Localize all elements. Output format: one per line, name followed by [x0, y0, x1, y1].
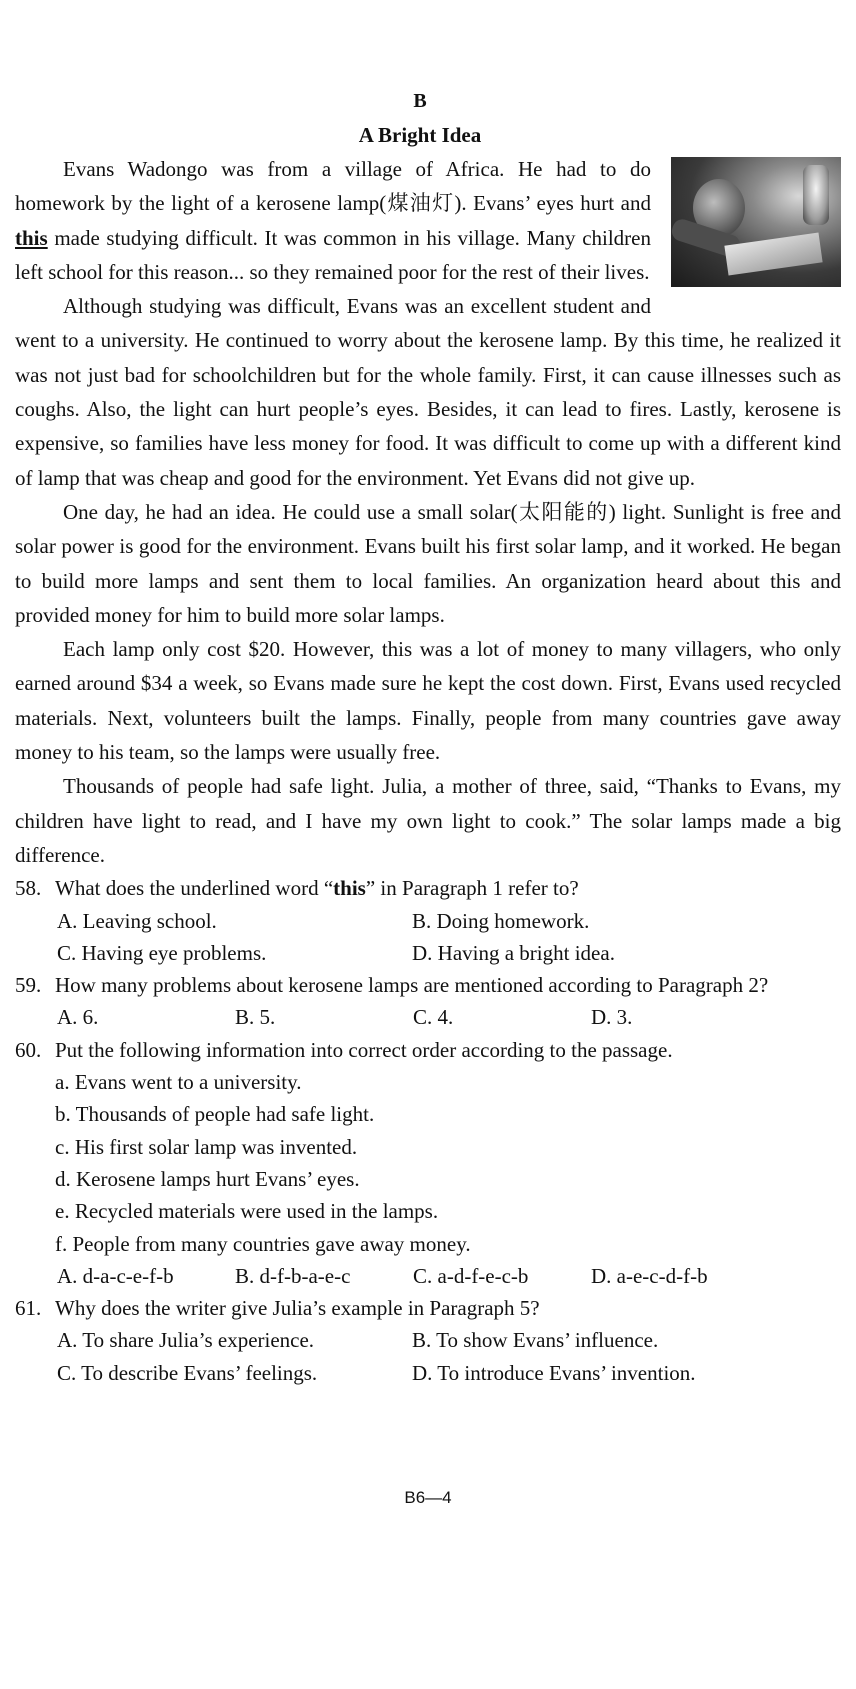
option-b[interactable]: B. d-f-b-a-e-c — [235, 1263, 351, 1288]
question-60-text: Put the following information into correct order according to the passage. — [55, 1037, 673, 1062]
question-number: 58. — [15, 876, 42, 901]
question-60-options — [15, 1260, 841, 1292]
list-item: b. Thousands of people had safe light. — [55, 1102, 375, 1127]
question-number: 61. — [15, 1296, 42, 1321]
option-c[interactable]: C. To describe Evans’ feelings. — [57, 1360, 318, 1385]
question-60-stem — [15, 1034, 841, 1066]
question-58-text-b: ” in Paragraph 1 refer to? — [365, 876, 579, 901]
photo-lamp-shape — [803, 165, 829, 225]
question-59-options — [15, 1001, 841, 1033]
option-b[interactable]: B. To show Evans’ influence. — [412, 1328, 659, 1353]
question-59-stem — [15, 969, 841, 1001]
option-c[interactable]: C. 4. — [413, 1005, 454, 1030]
option-a[interactable]: A. 6. — [57, 1005, 99, 1030]
paragraph-1-part-b: made studying difficult. It was common in his village. Many children left school for this reason... so they remained poor for the rest of their lives. — [15, 225, 651, 284]
section-letter: B — [413, 90, 427, 112]
question-59 — [15, 969, 841, 1034]
option-d[interactable]: D. 3. — [591, 1005, 633, 1030]
paragraph-5: Thousands of people had safe light. Julia, a mother of three, said, “Thanks to Evans, my children have light to read, and I have my own light to cook.” The solar lamps made a big difference. — [15, 774, 841, 867]
option-a[interactable]: A. To share Julia’s experience. — [57, 1328, 315, 1353]
boy-studying-by-lamp-photo — [671, 157, 841, 287]
question-60 — [15, 1034, 841, 1292]
question-58-bold-word: this — [333, 876, 366, 901]
page-number-footer: B6—4 — [404, 1488, 452, 1507]
exam-page — [15, 84, 841, 1389]
question-61-text: Why does the writer give Julia’s example in Paragraph 5? — [55, 1296, 540, 1321]
question-58 — [15, 872, 841, 969]
question-58-text — [55, 872, 841, 904]
question-58-options-row-1 — [15, 905, 841, 937]
question-58-options-row-2 — [15, 937, 841, 969]
paragraph-4: Each lamp only cost $20. However, this was a lot of money to many villagers, who only earned around $34 a week, so Evans made sure he kept the cost down. First, Evans used recycled materials. Next, volunteers built the lamps. Finally, people from many countries gave away money to his team, so the lamps were usually free. — [15, 637, 841, 765]
paragraph-2: Although studying was difficult, Evans was an excellent student and went to a university. He continued to worry about the kerosene lamp. By this time, he realized it was not just bad for schoolchildren but for the whole family. First, it can cause illnesses such as coughs. Also, the light can hurt people’s eyes. Besides, it can lead to fires. Lastly, kerosene is expensive, so families have less money for food. It was difficult to come up with a different kind of lamp that was cheap and good for the environment. Yet Evans did not give up. — [15, 294, 841, 490]
paragraph-3: One day, he had an idea. He could use a small solar(太阳能的) light. Sunlight is free and solar power is good for the environment. Evans built his first solar lamp, and it worked. He began to build more lamps and sent them to local families. An organization heard about this and provided money for him to build more solar lamps. — [15, 499, 841, 627]
list-item: a. Evans went to a university. — [55, 1070, 302, 1095]
option-b[interactable]: B. 5. — [235, 1005, 276, 1030]
option-c[interactable]: C. Having eye problems. — [57, 940, 267, 965]
option-d[interactable]: D. To introduce Evans’ invention. — [412, 1360, 696, 1385]
list-item: c. His first solar lamp was invented. — [55, 1134, 358, 1159]
question-number: 59. — [15, 973, 42, 998]
paragraph-1-part-a: Evans Wadongo was from a village of Africa. He had to do homework by the light of a kerosene lamp(煤油灯). Evans’ eyes hurt and — [15, 157, 651, 216]
option-c[interactable]: C. a-d-f-e-c-b — [413, 1263, 529, 1288]
list-item: e. Recycled materials were used in the lamps. — [55, 1199, 439, 1224]
question-58-text-a: What does the underlined word “ — [55, 876, 334, 901]
question-60-items — [15, 1066, 841, 1260]
option-d[interactable]: D. a-e-c-d-f-b — [591, 1263, 708, 1288]
option-d[interactable]: D. Having a bright idea. — [412, 940, 615, 965]
underlined-word-this: this — [15, 225, 48, 250]
option-a[interactable]: A. Leaving school. — [57, 908, 217, 933]
question-number: 60. — [15, 1037, 42, 1062]
question-61-options-row-2 — [15, 1357, 841, 1389]
list-item: d. Kerosene lamps hurt Evans’ eyes. — [55, 1166, 360, 1191]
list-item: f. People from many countries gave away money. — [55, 1231, 471, 1256]
option-a[interactable]: A. d-a-c-e-f-b — [57, 1263, 174, 1288]
question-61 — [15, 1292, 841, 1389]
passage-title: A Bright Idea — [358, 123, 482, 147]
question-61-stem — [15, 1292, 841, 1324]
option-b[interactable]: B. Doing homework. — [412, 908, 590, 933]
question-59-text: How many problems about kerosene lamps are mentioned according to Paragraph 2? — [55, 973, 769, 998]
question-58-stem — [15, 872, 841, 904]
question-61-options-row-1 — [15, 1324, 841, 1356]
